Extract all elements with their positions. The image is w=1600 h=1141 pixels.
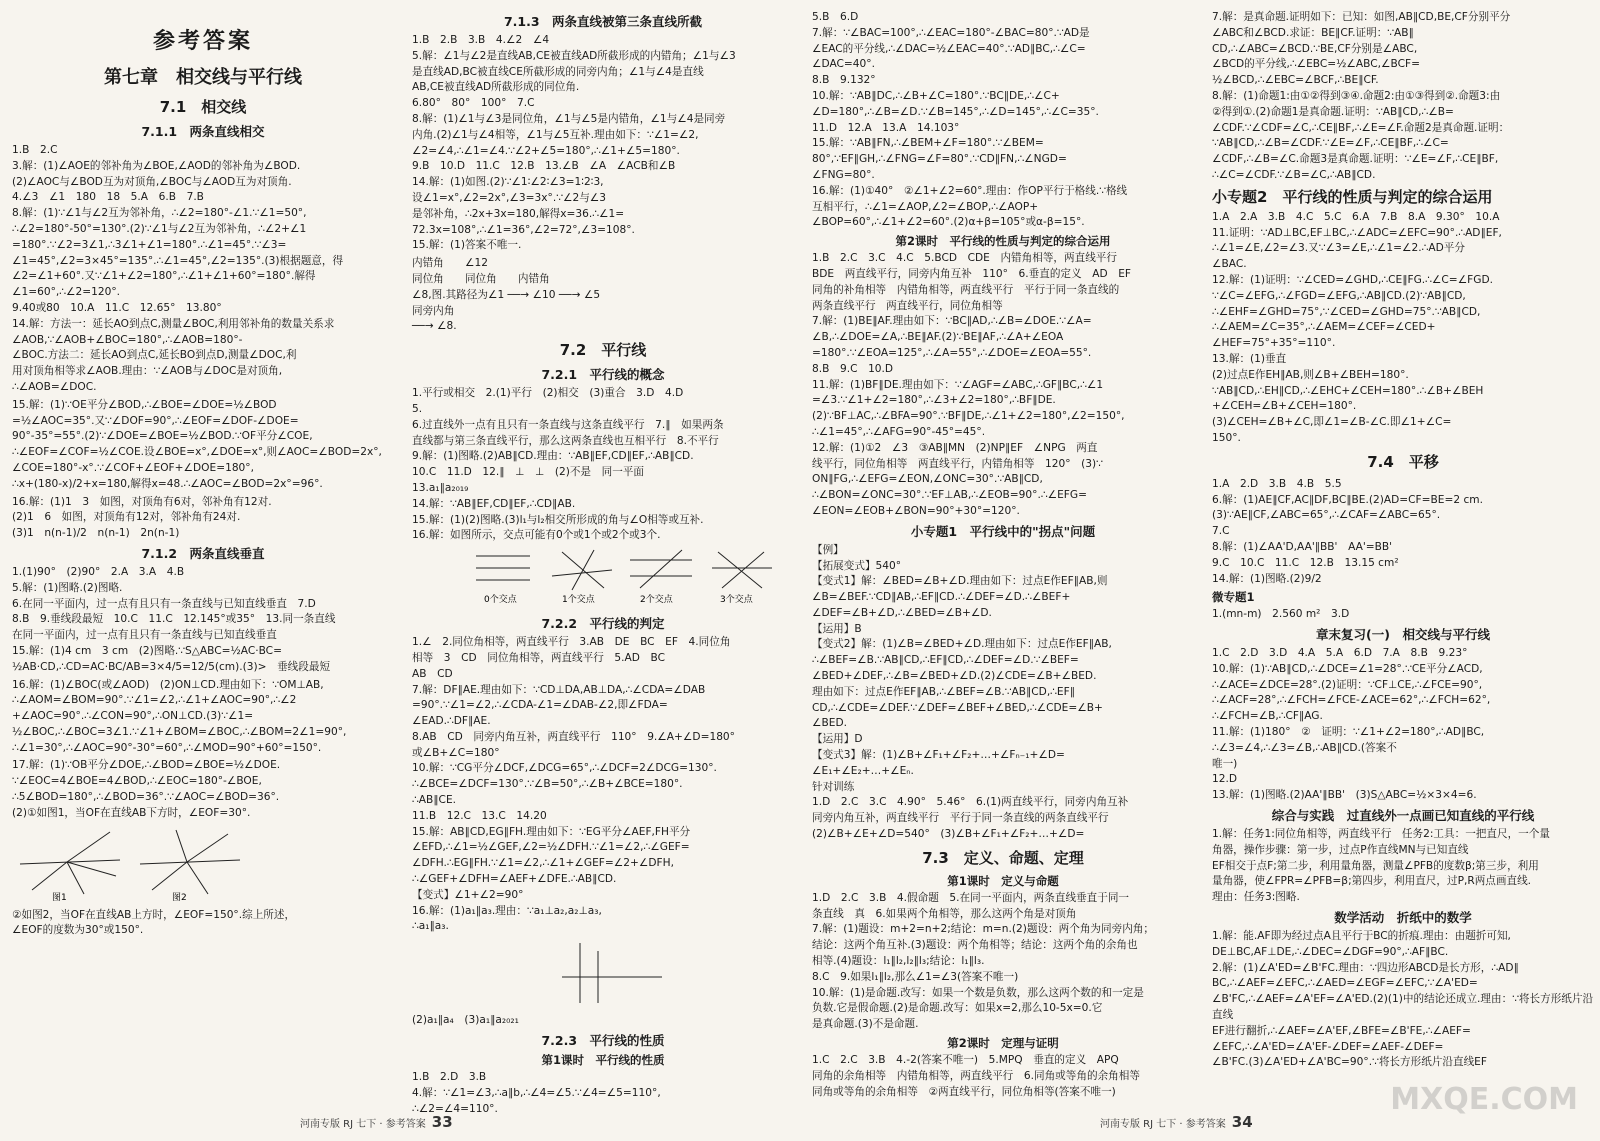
answers-7-3-lesson1: 1.D 2.C 3.B 4.假命题 5.在同一平面内，两条直线垂直于同一 条直线 真 6.如果两个角相等，那么这两个角是对顶角 7.解：(1)题设：m+2=n+2;结论：m=n.(2)题设：两个角为同旁内角； 结论：这两个角互补.(3)题设：两个角相等；结论：这两个角的余角也 相等.(4)题设：l₁∥l₂,l₂∥l₃;结论：l₁∥l₃. 8.C 9.如果l₁∥l₂,那么∠1=∠3(答案不唯一) 10.解：(1)是命题.改写：如果一个数是负数，那么这两个数的和一定是 负数.它是假命题.(2)是命题.改写：如果x=2,那么10-5x=0.它 是真命题.(3)不是命题. bbox=[812, 891, 1154, 1031]
chapter-heading: 第七章 相交线与平行线 bbox=[104, 67, 302, 88]
answers-7-2-2: 1.∠ 2.同位角相等，两直线平行 3.AB DE BC EF 4.同位角 相等 3 CD 同位角相等，两直线平行 5.AD BC AB CD 7.解：DF∥AE.理由如下：∵CD⊥DA,AB⊥DA,∴∠CDA=∠DAB =90°.∵∠1=∠2,∴∠CDA-∠1=∠DAB-∠2,即∠FDA= ∠EAD.∴DF∥AE. 8.AB CD 同旁内角互补，两直线平行 110° 9.∠A+∠D=180° 或∠B+∠C=180° 10.解：∵CG平分∠DCF,∠DCG=65°,∴∠DCF=2∠DCG=130°. ∴∠BCE=∠DCF=130°.∵∠B=50°,∴∠B+∠BCE=180°. ∴AB∥CE. 11.B 12.C 13.C 14.20 15.解：AB∥CD,EG∥FH.理由如下：∵EG平分∠AEF,FH平分 ∠EFD,∴∠1=½∠GEF,∠2=½∠DFH.∵∠1=∠2,∴∠GEF= ∠DFH.∴EG∥FH.∵∠1=∠2,∴∠1+∠GEF=∠2+∠DFH, ∴∠GEF+∠DFH=∠AEF+∠DFE.∴AB∥CD. 【变式】∠1+∠2=90° 16.解：(1)a₁∥a₃.理由：∵a₁⊥a₂,a₂⊥a₃, ∴a₁∥a₃. bbox=[412, 636, 735, 933]
answers-micro-topic-1: 1.(mn-m) 2.560 m² 3.D bbox=[1212, 608, 1350, 621]
answers-7-2-3-lesson1: 1.B 2.D 3.B 4.解：∵∠1=∠3,∴a∥b,∴∠4=∠5.∵∠4=∠5=110°, ∴∠2=∠4=110°. bbox=[412, 1071, 661, 1115]
answers-7-2-1: 1.平行或相交 2.(1)平行 (2)相交 (3)重合 3.D 4.D 5. 6.过直线外一点有且只有一条直线与这条直线平行 7.∥ 如果两条 直线都与第三条直线平行，那么这两条直线也互相平行 8.不平行 9.解：(1)图略.(2)AB∥CD.理由：∵AB∥EF,CD∥EF,∴AB∥CD. 10.C 11.D 12.∥ ⊥ ⊥ (2)不是 同一平面 13.a₁∥a₂₀₁₉ 14.解：∵AB∥EF,CD∥EF,∴CD∥AB. 15.解：(1)(2)图略.(3)l₁与l₂相交所形成的角与∠O相等或互补. 16.解：如图所示，交点可能有0个或1个或2个或3个. bbox=[412, 387, 724, 542]
left-page-number: 33 bbox=[431, 1113, 453, 1131]
left-column-1 bbox=[12, 10, 394, 1101]
answers-7-1-2-part1: 1.(1)90° (2)90° 2.A 3.A 4.B 5.解：(1)图略.(2)图略. 6.在同一平面内，过一点有且只有一条直线与已知直线垂直 7.D 8.B 9.垂线段最短 10.C 11.C 12.145°或35° 13.同一条直线 在同一平面内，过一点有且只有一条直线与已知直线垂直 15.解：(1)4 cm 3 cm (2)图略.∵S△ABC=½AC·BC= ½AB·CD,∴CD=AC·BC/AB=3×4/5=12/5(cm).(3)> 垂线段最短 bbox=[12, 565, 336, 673]
answers-7-1-2-q16: 16.解：(1)∠BOC(或∠AOD) (2)ON⊥CD.理由如下：∵OM⊥AB, ∴∠AOM=∠BOM=90°.∵∠1=∠2,∴∠1+∠AOC=90°,∴∠2 +∠AOC=90°.∴∠CON=90°,∴ON⊥CD.(3)∵∠1= ½∠BOC,∴∠BOC=3∠1.∵∠1+∠BOM=∠BOC,∴∠BOM=2∠1=90°, ∴∠1=30°,∴∠AOC=90°-30°=60°,∴∠MOD=90°+60°=150°. bbox=[12, 678, 347, 754]
subsection-7-1-3-heading: 7.1.3 两条直线被第三条直线所截 bbox=[503, 14, 703, 29]
answers-7-3-lesson2: 1.C 2.C 3.B 4.-2(答案不唯一) 5.MPQ 垂直的定义 APQ 同角的余角相等 内错角相等，两直线平行 6.同角或等角的余角相等 同角或等角的余角相等 ②两直线平行，同位角相等(答案不唯一) bbox=[812, 1054, 1140, 1098]
special-topic-2-heading: 小专题2 平行线的性质与判定的综合运用 bbox=[1212, 187, 1493, 206]
fig1-caption: 图1 bbox=[52, 892, 67, 903]
chapter-review-heading: 章末复习(一) 相交线与平行线 bbox=[1316, 627, 1490, 643]
subsection-7-2-3-heading: 7.2.3 平行线的性质 bbox=[541, 1033, 665, 1049]
intersection-figures bbox=[412, 546, 794, 612]
two-intersections-label: 2个交点 bbox=[640, 595, 673, 606]
practice-heading: 综合与实践 过直线外一点画已知直线的平行线 bbox=[1271, 808, 1535, 824]
one-intersection-label: 1个交点 bbox=[562, 595, 595, 606]
right-page bbox=[800, 0, 1600, 1141]
micro-topic-1-heading: 微专题1 bbox=[1212, 590, 1255, 605]
lesson-7-3-2-heading: 第2课时 定理与证明 bbox=[947, 1036, 1059, 1051]
subsection-7-2-1-heading: 7.2.1 平行线的概念 bbox=[541, 367, 665, 383]
answers-7-1-1-q15: 15.解：(1)∵OE平分∠BOD,∴∠BOE=∠DOE=½∠BOD =½∠AOC=35°.又∵∠DOF=90°,∴∠EOF=∠DOF-∠DOE= 90°-35°=55°.(2)∵∠DOE=∠BOE=½∠BOD.∵OF平分∠COE, ∴∠EOF=∠COF=½∠COE.设∠BOE=x°,∠DOE=x°,则∠AOC=∠BOD=2x°, ∠COE=180°-x°.∵∠COF+∠EOF+∠DOE=180°, ∴x+(180-x)/2+x=180,解得x=48.∴∠AOC=∠BOD=2x°=96°. bbox=[12, 398, 382, 490]
right-column-1 bbox=[812, 10, 1194, 1101]
answers-math-activity: 1.解：能.AF即为经过点A且平行于BC的折痕.理由：由题折可知, DE⊥BC,AF⊥DE,∴∠DEC=∠DGF=90°,∴AF∥BC. 2.解：(1)∠A'ED=∠B'FC.理由：∵四边形ABCD是长方形，∴AD∥ BC,∴∠AEF=∠EFC,∴∠AED=∠EGF=∠EFC,∵∠A'ED= ∠B'FC,∴∠AEF=∠A'EF=∠A'ED.(2)(1)中的结论还成立.理由：∵将长方形纸片沿直线 EF进行翻折,∴∠AEF=∠A'EF,∠BFE=∠B'FE,∴∠AEF= ∠EFC,∴∠A'ED=∠A'EF-∠DEF=∠AEF-∠DEF= ∠B'FC.(3)∠A'ED+∠A'BC=90°.∵将长方形纸片沿直线EF bbox=[1212, 930, 1594, 1069]
answers-7-2-3-lesson1-cont: 5.B 6.D 7.解：∵∠BAC=100°,∴∠EAC=180°-∠BAC=80°.∵AD是 ∠EAC的平分线,∴∠DAC=½∠EAC=40°.∵AD∥BC,∴∠C= ∠DAC=40°. 8.B 9.132° 10.解：∵AB∥DC,∴∠B+∠C=180°.∵BC∥DE,∴∠C+ ∠D=180°,∴∠B=∠D.∵∠B=145°,∴∠D=145°,∴∠C=35°. 11.D 12.A 13.A 14.103° 15.解：∵AB∥FN,∴∠BEM+∠F=180°.∵∠BEM= 80°,∵EF∥GH,∴∠FNG=∠F=80°.∵CD∥FN,∴∠NGD= ∠FNG=80°. 16.解：(1)①40° ②∠1+∠2=60°.理由：作OP平行于格线.∵格线 互相平行，∴∠1=∠AOP,∠2=∠BOP,∴∠AOP+ ∠BOP=60°,∴∠1+∠2=60°.(2)α+β=105°或α-β=15°. bbox=[812, 11, 1128, 229]
angle-figures-svg bbox=[12, 824, 252, 902]
left-footer bbox=[300, 1113, 453, 1131]
section-7-2-heading: 7.2 平行线 bbox=[559, 341, 647, 360]
math-activity-heading: 数学活动 折纸中的数学 bbox=[1334, 910, 1472, 926]
answers-7-1-3: 1.B 2.B 3.B 4.∠2 ∠4 5.解：∠1与∠2是直线AB,CE被直线AD所截形成的内错角；∠1与∠3 是直线AD,BC被直线CE所截形成的同旁内角；∠1与∠4是直线 AB,CE被直线AD所截形成的同位角. 6.80° 80° 100° 7.C 8.解：(1)∠1与∠3是同位角，∠1与∠5是内错角，∠1与∠4是同旁 内角.(2)∠1与∠4相等，∠1与∠5互补.理由如下：∵∠1=∠2, ∠2=∠4,∴∠1=∠4.∵∠2+∠5=180°,∴∠1+∠5=180°. 9.B 10.D 11.C 12.B 13.∠B ∠A ∠ACB和∠B 14.解：(1)如图.(2)∵∠1∶∠2∶∠3=1∶2∶3, 设∠1=x°,∠2=2x°,∠3=3x°.∵∠2与∠3 是邻补角，∴2x+3x=180,解得x=36.∴∠1= 72.3x=108°,∴∠1=36°,∠2=72°,∠3=108°. 15.解：(1)答案不唯一. bbox=[412, 34, 736, 252]
answers-7-2-2-q16-end: (2)a₁∥a₄ (3)a₁∥a₂₀₂₁ bbox=[412, 1014, 519, 1027]
answer-title: 参考答案 bbox=[152, 28, 253, 54]
subsection-7-1-2-heading: 7.1.2 两条直线垂直 bbox=[141, 545, 265, 561]
answers-7-4: 1.A 2.D 3.B 4.B 5.5 6.解：(1)AE∥CF,AC∥DF,BC∥BE.(2)AD=CF=BE=2 cm. (3)∵AE∥CF,∠ABC=65°,∴∠CAF=∠ABC=65°. 7.C 8.解：(1)∠AA'D,AA'∥BB' AA'=BB' 9.C 10.C 11.C 12.B 13.15 cm² 14.解：(1)图略.(2)9/2 bbox=[1212, 477, 1483, 585]
section-7-1-heading: 7.1 相交线 bbox=[159, 98, 247, 116]
lesson-2-heading: 第2课时 平行线的性质与判定的综合运用 bbox=[895, 234, 1111, 249]
fig2-caption: 图2 bbox=[172, 892, 187, 903]
answers-special-topic-2: 1.A 2.A 3.B 4.C 5.C 6.A 7.B 8.A 9.30° 10.A 11.证明：∵AD⊥BC,EF⊥BC,∴∠ADC=∠EFC=90°.∴AD∥EF, ∴∠1=∠E,∠2=∠3.又∵∠3=∠E,∴∠1=∠2.∴AD平分 ∠BAC. 12.解：(1)证明：∵∠CED=∠GHD,∴CE∥FG.∴∠C=∠FGD. ∵∠C=∠EFG,∴∠FGD=∠EFG,∴AB∥CD.(2)∵AB∥CD, ∴∠EHF=∠GHD=75°,∵∠CED=∠GHD=75°.∵AB∥CD, ∴∠AEM=∠C=35°,∴∠AEM=∠CEF=∠CED+ ∠HEF=75°+35°=110°. 13.解：(1)垂直 (2)过点E作EH∥AB,则∠B+∠BEH=180°. ∵AB∥CD,∴EH∥CD,∴∠EHC+∠CEH=180°.∴∠B+∠BEH +∠CEH=∠B+∠CEH=180°. (3)∠CEH=∠B+∠C,即∠1=∠B-∠C.即∠1+∠C= 150°. bbox=[1212, 210, 1502, 444]
section-7-4-heading: 7.4 平移 bbox=[1367, 452, 1439, 471]
watermark: MXQE.COM bbox=[1390, 1082, 1578, 1117]
right-column-2 bbox=[1212, 10, 1594, 1101]
left-column-2 bbox=[412, 10, 794, 1115]
section-7-3-heading: 7.3 定义、命题、定理 bbox=[922, 848, 1084, 867]
subsection-7-2-2-heading: 7.2.2 平行线的判定 bbox=[541, 616, 665, 632]
q17-figures bbox=[12, 824, 394, 906]
zero-intersections-label: 0个交点 bbox=[484, 595, 517, 606]
answers-7-1-1-q16: 16.解：(1)1 3 如图，对顶角有6对，邻补角有12对. (2)1 6 如图，对顶角有12对，邻补角有24对. (3)1 n(n-1)/2 n(n-1) 2n(n-1) bbox=[12, 495, 272, 540]
special-topic-1-heading: 小专题1 平行线中的"拐点"问题 bbox=[910, 523, 1096, 539]
lesson-1-heading: 第1课时 平行线的性质 bbox=[541, 1053, 665, 1068]
three-intersections-label: 3个交点 bbox=[720, 595, 753, 606]
answers-7-3-lesson2-cont: 7.解：是真命题.证明如下：已知：如图,AB∥CD,BE,CF分别平分 ∠ABC和∠BCD.求证：BE∥CF.证明：∵AB∥ CD,∴∠ABC=∠BCD.∵BE,CF分别是∠ABC, ∠BCD的平分线,∴∠EBC=½∠ABC,∠BCF= ½∠BCD,∴∠EBC=∠BCF,∴BE∥CF. 8.解：(1)命题1:由①②得到③④.命题2:由①③得到②.命题3:由 ②得到①.(2)命题1是真命题.证明：∵AB∥CD,∴∠B= ∠CDF.∵∠CDF=∠C,∴CE∥BF,∴∠E=∠F.命题2是真命题.证明： ∵AB∥CD,∴∠B=∠CDF.∵∠E=∠F,∴CE∥BF,∴∠C= ∠CDF,∴∠B=∠C.命题3是真命题.证明：∵∠E=∠F,∴CE∥BF, ∴∠C=∠CDF.∵∠B=∠C,∴AB∥CD. bbox=[1212, 11, 1511, 181]
left-footer-text: 河南专版 RJ 七下 · 参考答案 bbox=[300, 1119, 426, 1130]
answers-7-1-1-part1: 1.B 2.C 3.解：(1)∠AOE的邻补角为∠BOE,∠AOD的邻补角为∠BOD. (2)∠AOC与∠BOD互为对顶角,∠BOC与∠AOD互为对顶角. 4.∠3 ∠1 180 18 5.A 6.B 7.B 8.解：(1)∵∠1与∠2互为邻补角，∴∠2=180°-∠1.∵∠1=50°, ∴∠2=180°-50°=130°.(2)∵∠1与∠2互为邻补角，∴∠2+∠1 =180°.∵∠2=3∠1,∴3∠1+∠1=180°.∴∠1=45°.∵∠3= ∠1=45°,∠2=3×45°=135°.∴∠1=45°,∠2=135°.(3)根据题意，得 ∠2=∠1+60°.又∵∠1+∠2=180°,∴∠1+∠1+60°=180°.解得 ∠1=60°,∴∠2=120°. 9.40或80 10.A 11.C 12.65° 13.80° 14.解：方法一：延长AO到点C,测量∠BOC,利用邻补角的数量关系求 ∠AOB,∵∠AOB+∠BOC=180°,∴∠AOB=180°- ∠BOC.方法二：延长AO到点C,延长BO到点D,测量∠DOC,利 用对顶角相等求∠AOB.理由：∵∠AOB与∠DOC是对顶角, ∴∠AOB=∠DOC. bbox=[12, 144, 344, 393]
answers-chapter-review: 1.C 2.D 3.D 4.A 5.A 6.D 7.A 8.B 9.23° 10.解：(1)∵AB∥CD,∴∠DCE=∠1=28°.∵CE平分∠ACD, ∴∠ACE=∠DCE=28°.(2)证明：∵CF⊥CE,∴∠FCE=90°, ∴∠ACF=28°,∴∠FCH=∠FCE-∠ACE=62°,∴∠FCH=62°, ∴∠FCH=∠B,∴CF∥AG. 11.解：(1)180° ② 证明：∵∠1+∠2=180°,∴AD∥BC, ∴∠3=∠4,∴∠3=∠B,∴AB∥CD.(答案不 唯一) 12.D 13.解：(1)图略.(2)AA'∥BB' (3)S△ABC=½×3×4=6. bbox=[1212, 647, 1491, 802]
answers-7-1-2-q17-end: ②如图2，当OF在直线AB上方时，∠EOF=150°.综上所述， ∠EOF的度数为30°或150°. bbox=[12, 908, 296, 937]
subsection-7-1-1-heading: 7.1.1 两条直线相交 bbox=[141, 124, 265, 139]
parallel-svg bbox=[412, 937, 792, 1007]
answers-special-topic-1: 【例】 【拓展变式】540° 【变式1】解：∠BED=∠B+∠D.理由如下：过点E作EF∥AB,则 ∠B=∠BEF.∵CD∥AB,∴EF∥CD.∴∠DEF=∠D.∴∠BEF+ ∠DEF=∠B+∠D,∴∠BED=∠B+∠D. 【运用】B 【变式2】解：(1)∠B=∠BED+∠D.理由如下：过点E作EF∥AB, ∴∠BEF=∠B.∵AB∥CD,∴EF∥CD,∴∠DEF=∠D.∵∠BEF= ∠BED+∠DEF,∴∠B=∠BED+∠D.(2)∠CDE=∠B+∠BED. 理由如下：过点E作EF∥AB,∴∠BEF=∠B.∵AB∥CD,∴EF∥ CD,∴∠CDE=∠DEF.∵∠DEF=∠BEF+∠BED,∴∠CDE=∠B+ ∠BED. 【运用】D 【变式3】解：(1)∠B+∠F₁+∠F₂+…+∠Fₙ₋₁+∠D= ∠E₁+∠E₂+…+∠Eₙ. 针对训练 1.D 2.C 3.C 4.90° 5.46° 6.(1)两直线平行，同旁内角互补 同旁内角互补，两直线平行 平行于同一条直线的两条直线平行 (2)∠B+∠E+∠D=540° (3)∠B+∠F₁+∠F₂+…+∠D= bbox=[812, 543, 1129, 841]
parallel-lines-figure bbox=[412, 937, 794, 1011]
answers-7-1-2-q17: 17.解：(1)∵OB平分∠DOE,∴∠BOD=∠BOE=½∠DOE. ∵∠EOC=4∠BOE=4∠BOD,∴∠EOC=180°-∠BOE, ∴5∠BOD=180°,∴∠BOD=36°.∵∠AOC=∠BOD=36°. (2)①如图1，当OF在直线AB下方时，∠EOF=30°. bbox=[12, 759, 281, 819]
answers-practice: 1.解：任务1:同位角相等，两直线平行 任务2:工具：一把直尺，一个量 角器，操作步骤：第一步，过点P作直线MN与已知直线 EF相交于点F;第二步，利用量角器，测量∠PFB的度数β;第三步，利用 量角器，使∠FPR=∠PFB=β;第四步，利用直尺，过P,R两点画直线. 理由：任务3:图略. bbox=[1212, 828, 1550, 904]
right-footer-text: 河南专版 RJ 七下 · 参考答案 bbox=[1100, 1119, 1226, 1130]
right-footer bbox=[1100, 1113, 1253, 1131]
angle-path-diagram: 内错角 ∠12 同位角 同位角 内错角 ∠8,图.其路径为∠1 ──→ ∠10 ──→ ∠5 同旁内角 ──→ ∠8. bbox=[412, 257, 601, 333]
lesson-7-3-1-heading: 第1课时 定义与命题 bbox=[947, 873, 1059, 888]
answers-7-2-3-lesson2: 1.B 2.C 3.C 4.C 5.BCD CDE 内错角相等，两直线平行 BDE 两直线平行，同旁内角互补 110° 6.垂直的定义 AD EF 同角的补角相等 内错角相等，两直线平行 平行于同一条直线的 两条直线平行 两直线平行，同位角相等 7.解：(1)BE∥AF.理由如下：∵BC∥AD,∴∠B=∠DOE.∵∠A= ∠B,∴∠DOE=∠A,∴BE∥AF.(2)∵BE∥AF,∴∠A+∠EOA =180°.∵∠EOA=125°,∴∠A=55°,∴∠DOE=∠EOA=55°. 8.B 9.C 10.D 11.解：(1)BF∥DE.理由如下：∵∠AGF=∠ABC,∴GF∥BC,∴∠1 =∠3.∵∠1+∠2=180°,∴∠3+∠2=180°,∴BF∥DE. (2)∵BF⊥AC,∴∠BFA=90°.∵BF∥DE,∴∠1+∠2=180°,∠2=150°, ∴∠1=45°,∴∠AFG=90°-45°=45°. 12.解：(1)①2 ∠3 ③AB∥MN (2)NP∥EF ∠NPG 两直 线平行，同位角相等 两直线平行，内错角相等 120° (3)∵ ON∥FG,∴∠EFG=∠EON,∠ONC=30°.∵AB∥CD, ∴∠BON=∠ONC=30°.∵EF⊥AB,∴∠EOB=90°.∴∠EFG= ∠EON=∠EOB+∠BON=90°+30°=120°. bbox=[812, 252, 1131, 517]
intersection-svg bbox=[412, 546, 792, 608]
right-page-number: 34 bbox=[1231, 1113, 1253, 1131]
